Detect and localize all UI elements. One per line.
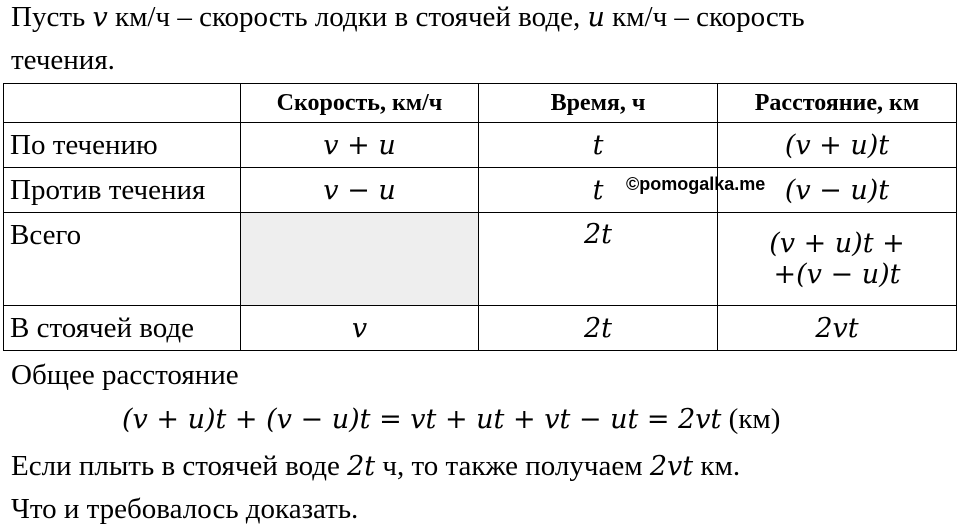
header-speed: Скорость, км/ч [241,84,479,123]
intro-text-c: км/ч – скорость [604,1,805,33]
intro-var-u: u [587,2,605,33]
intro-var-v: v [92,2,108,33]
header-empty [4,84,241,123]
conclusion-line-3 [11,449,740,484]
row-label-total: Всего [4,213,241,306]
cell-distance-upstream: (v − u)t [718,168,957,213]
row-label-downstream: По течению [4,123,241,168]
header-distance: Расстояние, км [718,84,957,123]
intro-text-b: км/ч – скорость лодки в стоячей воде, [107,1,588,33]
cell-distance-still-water: 2vt [718,306,957,351]
cell-speed-upstream: v − u [241,168,479,213]
row-label-still-water: В стоячей воде [4,306,241,351]
cell-time-still-water: 2t [479,306,718,351]
conclusion-formula-unit: (км) [721,403,781,435]
cell-time-downstream: t [479,123,718,168]
conclusion-text-a: Если плыть в стоячей воде [11,450,348,482]
table-row [4,213,957,306]
motion-table [3,83,957,351]
cell-time-total: 2t [479,213,718,306]
cell-speed-still-water: v [241,306,479,351]
table-row [4,123,957,168]
cell-distance-downstream: (v + u)t [718,123,957,168]
intro-line-1 [11,0,805,35]
distance-total-line-1: (v + u)t + [769,228,905,259]
intro-line-2: течения. [11,44,115,76]
conclusion-text-b: ч, то также получаем [375,450,650,482]
distance-total-line-2: +(v − u)t [773,259,901,290]
cell-speed-downstream: v + u [241,123,479,168]
conclusion-math-2t: 2t [347,451,376,482]
header-time: Время, ч [479,84,718,123]
conclusion-text-c: км. [693,450,741,482]
watermark: ©pomogalka.me [626,174,766,194]
conclusion-formula: (v + u)t + (v − u)t = vt + ut + vt − ut = 2vt [122,404,722,435]
cell-time-upstream: t [479,168,718,213]
conclusion-math-2vt: 2vt [649,451,694,482]
conclusion-line-1: Общее расстояние [11,359,239,391]
intro-text-a: Пусть [11,1,93,33]
conclusion-line-4: Что и требовалось доказать. [11,493,359,525]
cell-distance-total [718,213,957,306]
conclusion-formula-line [122,402,780,437]
table-header-row [4,84,957,123]
row-label-upstream: Против течения [4,168,241,213]
cell-speed-total [241,213,479,306]
table-row [4,168,957,213]
table-row [4,306,957,351]
